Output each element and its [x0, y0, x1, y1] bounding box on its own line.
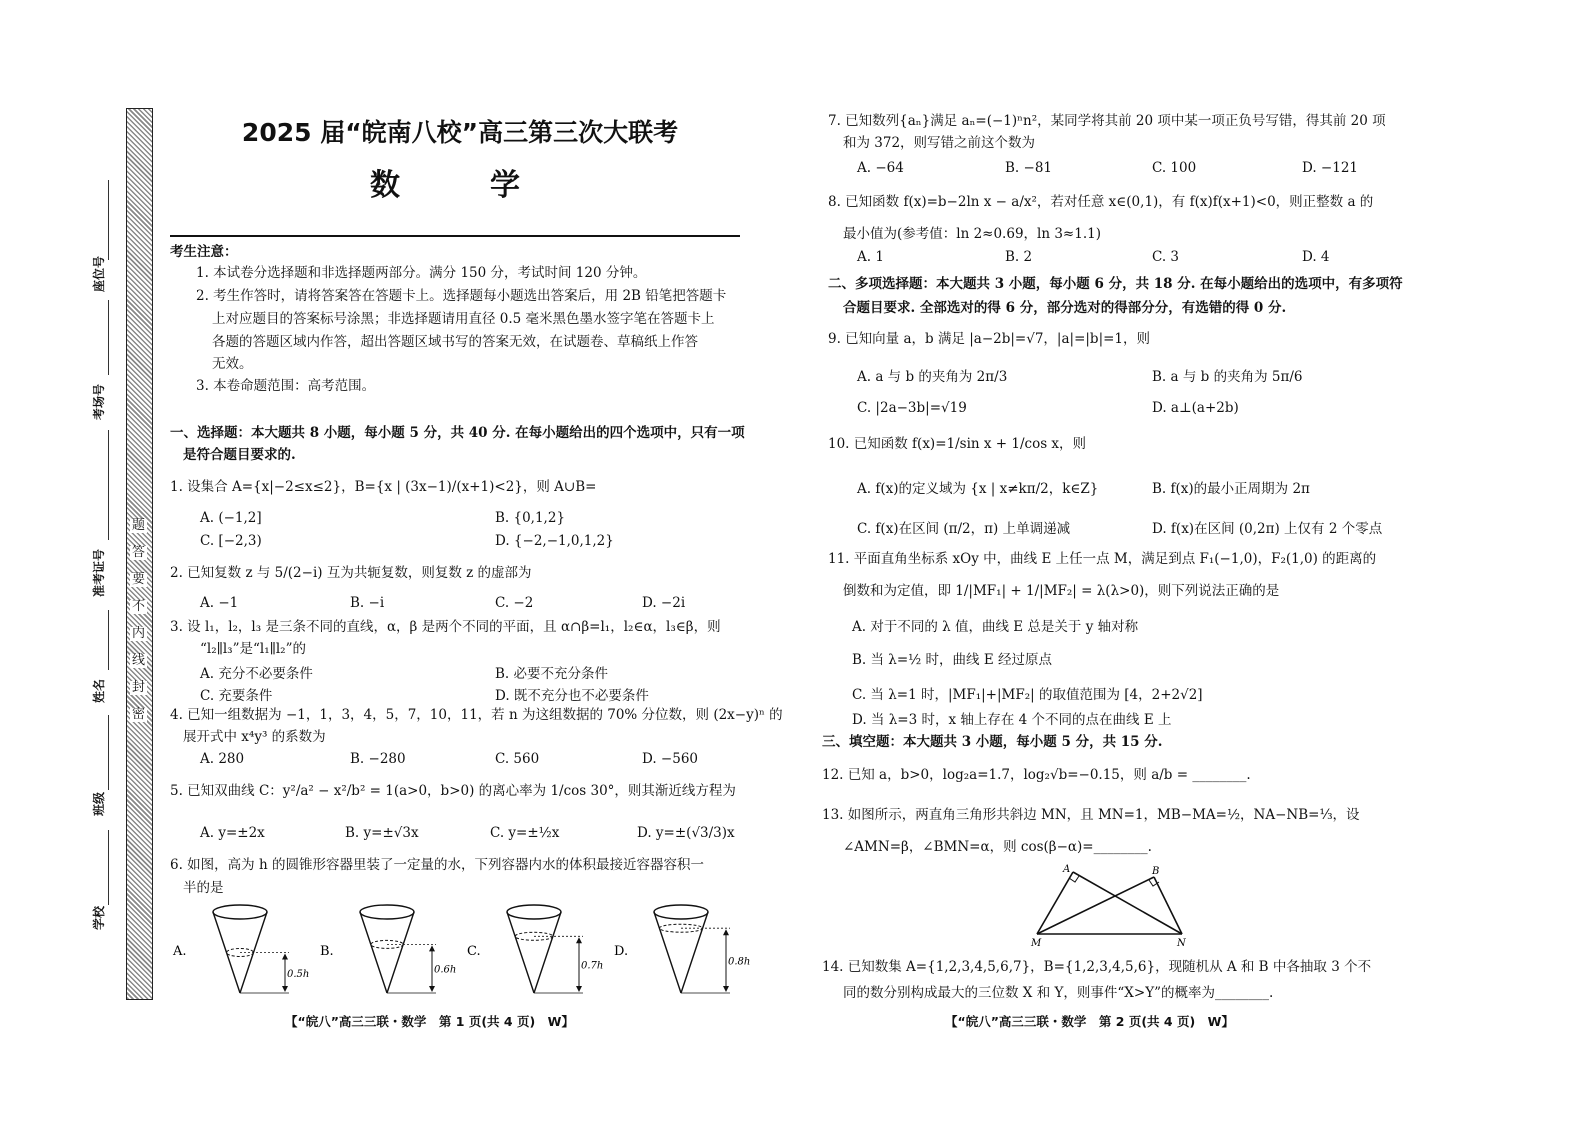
exam-title: 2025 届“皖南八校”高三第三次大联考 — [241, 118, 679, 147]
q14-stem-2: 同的数分别构成最大的三位数 X 和 Y，则事件“X>Y”的概率为________. — [843, 985, 1274, 1001]
q1-option-a: A. (−1,2] — [200, 510, 262, 526]
notice-heading: 考生注意： — [170, 244, 238, 260]
q3-stem-2: “l₂∥l₃”是“l₁∥l₂”的 — [200, 641, 306, 657]
school-line — [108, 830, 109, 905]
q4-stem-2: 展开式中 x⁴y³ 的系数为 — [183, 729, 326, 745]
q3-stem: 3. 设 l₁，l₂，l₃ 是三条不同的直线，α，β 是两个不同的平面，且 α∩β=l₁，l₂∈α，l₃∈β，则 — [170, 619, 721, 635]
q7-stem-2: 和为 372，则写错之前这个数为 — [843, 135, 1036, 151]
q2-stem: 2. 已知复数 z 与 5/(2−i) 互为共轭复数，则复数 z 的虚部为 — [170, 565, 532, 581]
cone-side — [507, 912, 534, 993]
q5-option-a: A. y=±2x — [200, 825, 265, 841]
q1-stem: 1. 设集合 A={x|−2≤x≤2}，B={x | (3x−1)/(x+1)<2}，则 A∪B= — [170, 479, 597, 495]
q6-cone-figures — [173, 900, 751, 1002]
section2-heading-2: 合题目要求. 全部选对的得 6 分，部分选对的得部分分，有选错的得 0 分. — [843, 300, 1287, 316]
subject-title: 数 学 — [370, 168, 550, 203]
cone-rim — [507, 905, 561, 919]
seat-label: 座位号 — [92, 255, 106, 292]
q11-stem: 11. 平面直角坐标系 xOy 中，曲线 E 上任一点 M，满足到点 F₁(−1,0)，F₂(1,0) 的距离的 — [828, 551, 1377, 567]
footer-page-1: 【“皖八”高三三联・数学 第 1 页(共 4 页) W】 — [285, 1014, 574, 1029]
q11-option-d: D. 当 λ=3 时，x 轴上存在 4 个不同的点在曲线 E 上 — [852, 712, 1172, 728]
q10-option-d: D. f(x)在区间 (0,2π) 上仅有 2 个零点 — [1152, 521, 1383, 537]
notice-line: 上对应题目的答案标号涂黑；非选择题请用直径 0.5 毫米黑色墨水签字笔在答题卡上 — [212, 311, 715, 327]
section1-heading-2: 是符合题目要求的. — [183, 447, 296, 463]
q8-option-c: C. 3 — [1152, 249, 1180, 265]
q7-stem: 7. 已知数列{aₙ}满足 aₙ=(−1)ⁿn²，某同学将其前 20 项中某一项正负号写错，得其前 20 项 — [828, 113, 1386, 129]
class-line — [108, 715, 109, 790]
q3-option-d: D. 既不充分也不必要条件 — [495, 688, 649, 704]
water-height-label: 0.5h — [287, 968, 310, 980]
room-label: 考场号 — [92, 383, 106, 420]
cone-side — [387, 912, 414, 993]
q11-stem-2: 倒数和为定值，即 1/|MF₁| + 1/|MF₂| = λ(λ>0)，则下列说法正确的是 — [843, 583, 1280, 599]
q4-option-b: B. −280 — [350, 751, 406, 767]
q13-stem: 13. 如图所示，两直角三角形共斜边 MN，且 MN=1，MB−MA=½，NA−NB=⅓，设 — [822, 807, 1360, 823]
q7-option-b: B. −81 — [1005, 160, 1052, 176]
binding-strip-char: 要 — [131, 572, 145, 587]
cone-side — [654, 912, 681, 993]
cone-option-label: A. — [173, 944, 187, 959]
q5-option-b: B. y=±√3x — [345, 825, 419, 841]
q12-stem: 12. 已知 a，b>0，log₂a=1.7，log₂√b=−0.15，则 a/b = ________. — [822, 767, 1251, 783]
q6-stem-2: 半的是 — [183, 880, 224, 896]
header-rule — [170, 235, 740, 237]
q3-option-a: A. 充分不必要条件 — [200, 666, 313, 682]
q7-option-a: A. −64 — [857, 160, 904, 176]
q2-option-c: C. −2 — [495, 595, 534, 611]
cone-option-label: C. — [467, 944, 481, 959]
notice-line: 3. 本卷命题范围：高考范围。 — [196, 378, 376, 394]
cone-side — [213, 912, 240, 993]
q4-stem: 4. 已知一组数据为 −1，1，3，4，5，7，10，11，若 n 为这组数据的 70% 分位数，则 (2x−y)ⁿ 的 — [170, 707, 783, 723]
water-height-label: 0.7h — [581, 960, 604, 972]
notice-line: 各题的答题区域内作答，超出答题区域书写的答案无效，在试题卷、草稿纸上作答 — [212, 334, 698, 350]
cone-rim — [213, 905, 267, 919]
notice-line: 无效。 — [212, 356, 253, 372]
notice-line: 2. 考生作答时，请将答案答在答题卡上。选择题每小题选出答案后，用 2B 铅笔把答题卡 — [196, 288, 727, 304]
point-a-label: A — [1063, 864, 1071, 875]
binding-strip-char: 密 — [131, 707, 145, 722]
binding-strip-char: 答 — [131, 545, 145, 560]
q4-option-d: D. −560 — [642, 751, 699, 767]
q4-option-a: A. 280 — [200, 751, 245, 767]
q11-option-a: A. 对于不同的 λ 值，曲线 E 总是关于 y 轴对称 — [852, 619, 1139, 635]
q8-option-d: D. 4 — [1302, 249, 1330, 265]
q10-option-c: C. f(x)在区间 (π/2，π) 上单调递减 — [857, 521, 1071, 537]
binding-strip-char: 线 — [131, 653, 145, 668]
arrow-head — [429, 945, 435, 951]
binding-strip-char: 内 — [131, 626, 145, 641]
cone-side — [534, 912, 561, 993]
binding-strip-char: 封 — [131, 680, 145, 695]
q4-option-c: C. 560 — [495, 751, 540, 767]
q1-option-b: B. {0,1,2} — [495, 510, 566, 526]
q9-option-b: B. a 与 b 的夹角为 5π/6 — [1152, 369, 1303, 385]
q11-option-b: B. 当 λ=½ 时，曲线 E 经过原点 — [852, 652, 1052, 668]
arrow-head — [282, 954, 288, 960]
arrow-head — [282, 986, 288, 992]
section1-heading: 一、选择题：本大题共 8 小题，每小题 5 分，共 40 分. 在每小题给出的四个选项中，只有一项 — [170, 425, 745, 441]
q7-option-d: D. −121 — [1302, 160, 1359, 176]
q2-option-b: B. −i — [350, 595, 385, 611]
cone-rim — [360, 905, 414, 919]
q3-option-c: C. 充要条件 — [200, 688, 273, 704]
q10-option-b: B. f(x)的最小正周期为 2π — [1152, 481, 1310, 497]
q10-option-a: A. f(x)的定义域为 {x | x≠kπ/2，k∈Z} — [857, 481, 1099, 497]
footer-page-2: 【“皖八”高三三联・数学 第 2 页(共 4 页) W】 — [945, 1014, 1234, 1029]
q3-option-b: B. 必要不充分条件 — [495, 666, 609, 682]
class-label: 班级 — [92, 791, 106, 816]
q8-option-a: A. 1 — [857, 249, 884, 265]
q11-option-c: C. 当 λ=1 时，|MF₁|+|MF₂| 的取值范围为 [4，2+2√2] — [852, 687, 1203, 703]
room-line — [108, 300, 109, 375]
name-line — [108, 610, 109, 670]
cone-rim — [654, 905, 708, 919]
seat-line — [108, 180, 109, 260]
q8-stem-2: 最小值为(参考值：ln 2≈0.69，ln 3≈1.1) — [843, 226, 1101, 242]
point-b-label: B — [1152, 866, 1160, 877]
q9-option-a: A. a 与 b 的夹角为 2π/3 — [857, 369, 1008, 385]
q2-option-d: D. −2i — [642, 595, 686, 611]
arrow-head — [723, 929, 729, 935]
q2-option-a: A. −1 — [200, 595, 239, 611]
q13-stem-2: ∠AMN=β，∠BMN=α，则 cos(β−α)=________. — [843, 839, 1152, 855]
q13-triangle-figure — [1025, 862, 1200, 952]
binding-strip-char: 题 — [131, 518, 145, 533]
cone-option-label: D. — [614, 944, 629, 959]
q9-option-c: C. |2a−3b|=√19 — [857, 400, 967, 416]
section2-heading: 二、多项选择题：本大题共 3 小题，每小题 6 分，共 18 分. 在每小题给出的选项中，有多项符 — [828, 276, 1403, 292]
section3-heading: 三、填空题：本大题共 3 小题，每小题 5 分，共 15 分. — [822, 734, 1163, 750]
q9-stem: 9. 已知向量 a，b 满足 |a−2b|=√7，|a|=|b|=1，则 — [828, 331, 1151, 347]
cone-option-label: B. — [320, 944, 334, 959]
ticket-line — [108, 430, 109, 540]
q1-option-d: D. {−2,−1,0,1,2} — [495, 533, 614, 549]
arrow-head — [576, 937, 582, 943]
point-m-label: M — [1031, 938, 1042, 949]
q6-stem: 6. 如图，高为 h 的圆锥形容器里装了一定量的水，下列容器内水的体积最接近容器容积一 — [170, 857, 704, 873]
water-height-label: 0.6h — [434, 964, 457, 976]
q10-stem: 10. 已知函数 f(x)=1/sin x + 1/cos x，则 — [828, 436, 1087, 452]
q5-option-d: D. y=±(√3/3)x — [637, 825, 735, 841]
q5-option-c: C. y=±½x — [490, 825, 560, 841]
binding-strip-char: 不 — [131, 599, 145, 614]
q5-stem: 5. 已知双曲线 C：y²/a² − x²/b² = 1(a>0，b>0) 的离心率为 1/cos 30°，则其渐近线方程为 — [170, 783, 736, 799]
arrow-head — [576, 986, 582, 992]
q8-stem: 8. 已知函数 f(x)=b−2ln x − a/x²，若对任意 x∈(0,1)，有 f(x)f(x+1)<0，则正整数 a 的 — [828, 194, 1374, 210]
water-height-label: 0.8h — [728, 956, 751, 968]
arrow-head — [429, 986, 435, 992]
notice-line: 1. 本试卷分选择题和非选择题两部分。满分 150 分，考试时间 120 分钟。 — [196, 265, 647, 281]
q7-option-c: C. 100 — [1152, 160, 1197, 176]
q8-option-b: B. 2 — [1005, 249, 1033, 265]
point-n-label: N — [1177, 938, 1186, 949]
q14-stem: 14. 已知数集 A={1,2,3,4,5,6,7}，B={1,2,3,4,5,6}，现随机从 A 和 B 中各抽取 3 个不 — [822, 959, 1372, 975]
ticket-label: 准考证号 — [92, 548, 106, 597]
q9-option-d: D. a⊥(a+2b) — [1152, 400, 1239, 416]
arrow-head — [723, 986, 729, 992]
q1-option-c: C. [−2,3) — [200, 533, 262, 549]
name-label: 姓名 — [92, 678, 106, 703]
school-label: 学校 — [92, 905, 106, 930]
cone-side — [360, 912, 387, 993]
